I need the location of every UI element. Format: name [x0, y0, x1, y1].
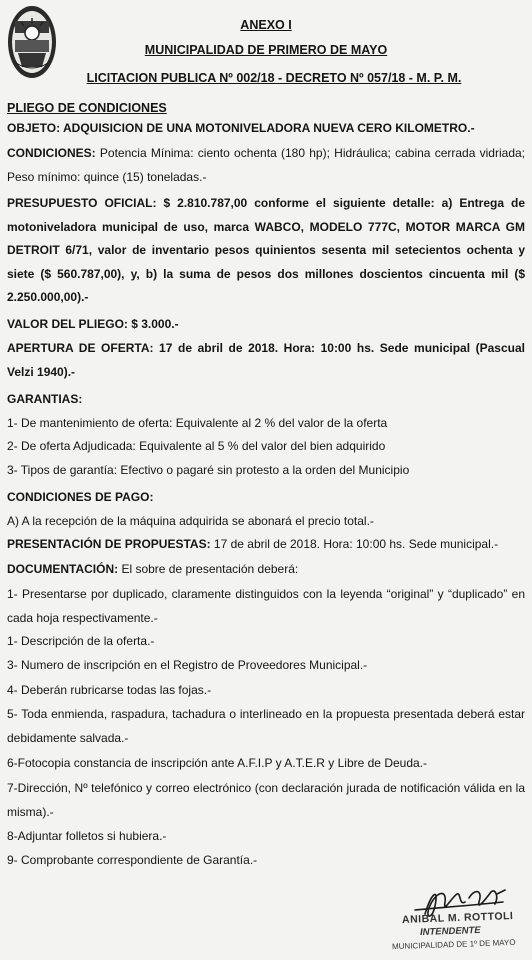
apertura-text: 17 de abril de 2018. Hora: 10:00 hs. Sede municipal (Pascual Velzi 1940).- — [7, 341, 525, 379]
condiciones-paragraph — [7, 142, 525, 189]
pago-title-row — [7, 486, 525, 510]
documentacion-label: DOCUMENTACIÓN: — [7, 562, 119, 576]
documentacion-item: 1- Descripción de la oferta.- — [7, 634, 155, 648]
documentacion-item: 6-Fotocopia constancia de inscripción ante A.F.I.P y A.T.E.R y Libre de Deuda.- — [7, 756, 428, 770]
garantia-item: 3- Tipos de garantía: Efectivo o pagaré sin protesto a la orden del Municipio — [7, 463, 410, 477]
documentacion-paragraph — [7, 558, 525, 582]
documentacion-item: 3- Numero de inscripción en el Registro de Proveedores Municipal.- — [7, 658, 368, 672]
presupuesto-paragraph — [7, 192, 525, 310]
valor-pliego-label: VALOR DEL PLIEGO: $ 3.000.- — [7, 317, 179, 331]
documentacion-item: 4- Deberán rubricarse todas las fojas.- — [7, 683, 212, 697]
signature-municipality: MUNICIPALIDAD DE 1º DE MAYO — [391, 937, 516, 952]
tender-title: LICITACION PUBLICA Nº 002/18 - DECRETO Nº 057/18 - M. P. M. — [86, 71, 462, 85]
condiciones-text: Potencia Mínima: ciento ochenta (180 hp); Hidráulica; cabina cerrada vidriada; Peso mínimo: quince (15) toneladas.- — [7, 146, 525, 184]
objeto-paragraph — [7, 117, 525, 141]
municipality-title: MUNICIPALIDAD DE PRIMERO DE MAYO — [144, 43, 388, 57]
objeto-label: OBJETO: ADQUISICION DE UNA MOTONIVELADORA NUEVA CERO KILOMETRO.- — [7, 121, 475, 135]
garantias-title: GARANTIAS: — [7, 392, 83, 406]
documentacion-text: El sobre de presentación deberá: — [118, 562, 299, 576]
garantia-item: 1- De mantenimiento de oferta: Equivalente al 2 % del valor de la oferta — [7, 416, 388, 430]
presentacion-text: 17 de abril de 2018. Hora: 10:00 hs. Sede municipal.- — [210, 537, 499, 551]
municipal-seal-logo — [6, 3, 58, 81]
apertura-label: APERTURA DE OFERTA: — [7, 341, 154, 355]
pago-title: CONDICIONES DE PAGO: — [7, 490, 154, 504]
documentacion-item: 8-Adjuntar folletos si hubiera.- — [7, 829, 167, 843]
signature-name: ANIBAL M. ROTTOLI — [401, 910, 514, 926]
signature-role: INTENDENTE — [419, 924, 481, 939]
section-title: PLIEGO DE CONDICIONES — [7, 101, 167, 115]
valor-pliego-paragraph — [7, 313, 525, 337]
garantias-title-row — [7, 388, 525, 412]
condiciones-label: CONDICIONES: — [7, 146, 96, 160]
garantia-item: 2- De oferta Adjudicada: Equivalente al 5 % del valor del bien adquirido — [7, 439, 386, 453]
presupuesto-text: conforme el siguiente detalle: a) Entrega de motoniveladora municipal de uso, marca WABCO, MODELO 777C, MOTOR MARCA GM DETROIT 6/71, valor de inventario pesos quinientos sesenta mil setecientos ochenta y siete ($ 560.787,00), y, b) la suma de pesos dos millones doscientos cincuenta mil ($ 2.250.000,00).- — [7, 196, 526, 304]
documentacion-item: 7-Dirección, Nº telefónico y correo electrónico (con declaración jurada de notificación válida en la misma).- — [7, 781, 525, 819]
documentacion-item: 5- Toda enmienda, raspadura, tachadura o interlineado en la propuesta presentada deberá estar debidamente salvada.- — [7, 707, 525, 745]
presentacion-label: PRESENTACIÓN DE PROPUESTAS: — [7, 537, 211, 551]
pago-item: A) A la recepción de la máquina adquirida se abonará el precio total.- — [7, 514, 374, 528]
documentacion-item: 1- Presentarse por duplicado, claramente distinguidos con la leyenda “original” y “duplicado” en cada hoja respectivamente.- — [7, 587, 525, 625]
presupuesto-label: PRESUPUESTO OFICIAL: $ 2.810.787,00 — [7, 196, 248, 210]
apertura-paragraph — [7, 337, 525, 384]
presentacion-paragraph — [7, 533, 525, 557]
annex-title: ANEXO I — [240, 18, 292, 32]
documentacion-item: 9- Comprobante correspondiente de Garantía.- — [7, 853, 258, 867]
